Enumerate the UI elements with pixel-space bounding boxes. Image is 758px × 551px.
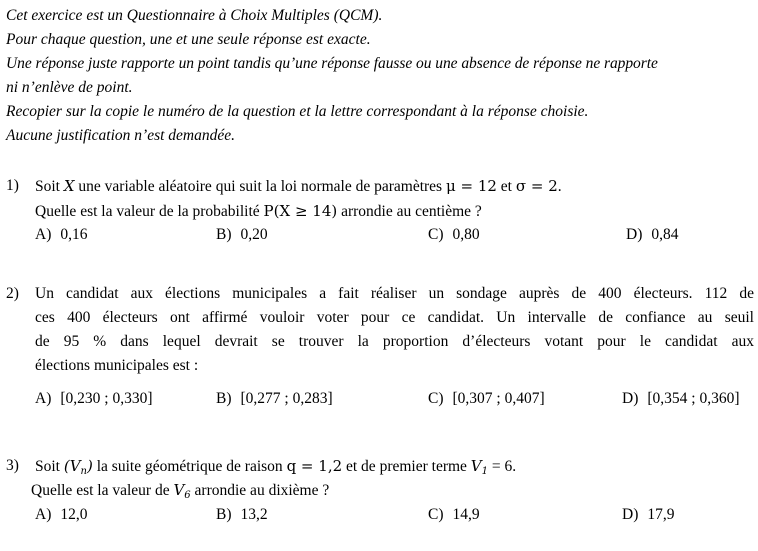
instruction-line: Cet exercice est un Questionnaire à Choix Multiples (QCM). [6, 7, 383, 24]
option-d [622, 389, 740, 409]
question-text-line [35, 456, 516, 482]
option-c [428, 505, 480, 525]
option-letter: D) [622, 506, 639, 523]
option-letter: C) [428, 506, 444, 523]
option-b [216, 225, 268, 245]
instruction-line: Aucune justification n’est demandée. [6, 127, 235, 144]
text: = 6. [488, 458, 517, 475]
text: et [496, 178, 516, 195]
option-a [35, 225, 87, 245]
math-term-base: V [470, 457, 482, 475]
option-value: 14,9 [452, 506, 480, 523]
question-number: 2) [6, 285, 19, 302]
instruction-line: Recopier sur la copie le numéro de la question et la lettre correspondant à la réponse choisie. [6, 103, 589, 120]
math-subscript: n [80, 466, 87, 477]
option-value: 12,0 [60, 506, 88, 523]
text: arrondie au centième ? [337, 203, 482, 220]
option-c [428, 389, 545, 409]
text: Soit [35, 458, 64, 475]
question-number: 1) [6, 177, 19, 194]
option-a [35, 389, 153, 409]
text: . [557, 178, 562, 195]
math-term [173, 481, 190, 499]
option-value: 0,84 [651, 226, 679, 243]
option-d [622, 505, 674, 525]
option-letter: A) [35, 390, 52, 407]
math-sequence-base: (V [63, 457, 81, 475]
question-text-line [31, 480, 329, 506]
text: Quelle est la valeur de la probabilité [35, 203, 264, 220]
option-value: 0,16 [60, 226, 88, 243]
question-text-line: élections municipales est : [35, 357, 199, 374]
option-letter: C) [428, 226, 444, 243]
option-value: 17,9 [647, 506, 675, 523]
question-text-line [35, 176, 562, 197]
text: une variable aléatoire qui suit la loi normale de paramètres [74, 178, 446, 195]
text: et de premier terme [342, 458, 471, 475]
math-first-term [471, 457, 488, 475]
option-letter: B) [216, 226, 232, 243]
instruction-line: ni n’enlève de point. [6, 79, 133, 96]
option-d [626, 225, 678, 245]
instruction-line: Une réponse juste rapporte un point tandis qu’une réponse fausse ou une absence de réponse ne rapporte [6, 55, 658, 72]
option-b [216, 389, 333, 409]
math-probability: P(X ≥ 14) [263, 202, 338, 220]
option-value: [0,354 ; 0,360] [647, 390, 740, 407]
math-sigma: σ = 2 [515, 177, 558, 195]
option-value: 0,80 [452, 226, 480, 243]
option-letter: D) [626, 226, 643, 243]
option-letter: C) [428, 390, 444, 407]
question-text-line: ces 400 électeurs ont affirmé vouloir voter pour ce candidat. Un intervalle de confiance au seuil [35, 309, 754, 326]
question-text-line: Un candidat aux élections municipales a fait réaliser un sondage auprès de 400 électeurs. 112 de [35, 285, 754, 302]
option-letter: A) [35, 506, 52, 523]
option-letter: A) [35, 226, 52, 243]
option-value: [0,230 ; 0,330] [60, 390, 153, 407]
math-sequence-close: ) [87, 457, 93, 475]
text: arrondie au dixième ? [190, 482, 330, 499]
math-variable: X [63, 177, 75, 195]
math-ratio: q = 1,2 [286, 457, 343, 475]
option-value: 13,2 [240, 506, 268, 523]
option-letter: B) [216, 506, 232, 523]
option-value: 0,20 [240, 226, 268, 243]
math-mu: μ = 12 [445, 177, 497, 195]
option-value: [0,277 ; 0,283] [240, 390, 333, 407]
text: la suite géométrique de raison [92, 458, 287, 475]
question-text-line [35, 201, 482, 222]
math-sequence [64, 457, 93, 475]
option-c [428, 225, 480, 245]
question-number: 3) [6, 457, 19, 474]
option-b [216, 505, 268, 525]
math-term-base: V [173, 481, 185, 499]
text: Quelle est la valeur de [31, 482, 174, 499]
text: Soit [35, 178, 64, 195]
math-subscript: 1 [481, 466, 489, 477]
option-letter: D) [622, 390, 639, 407]
instruction-line: Pour chaque question, une et une seule réponse est exacte. [6, 31, 371, 48]
option-a [35, 505, 87, 525]
question-text-line: de 95 % dans lequel devrait se trouver la proportion d’électeurs votant pour le candidat aux [35, 333, 754, 350]
option-value: [0,307 ; 0,407] [452, 390, 545, 407]
math-subscript: 6 [184, 490, 191, 501]
option-letter: B) [216, 390, 232, 407]
